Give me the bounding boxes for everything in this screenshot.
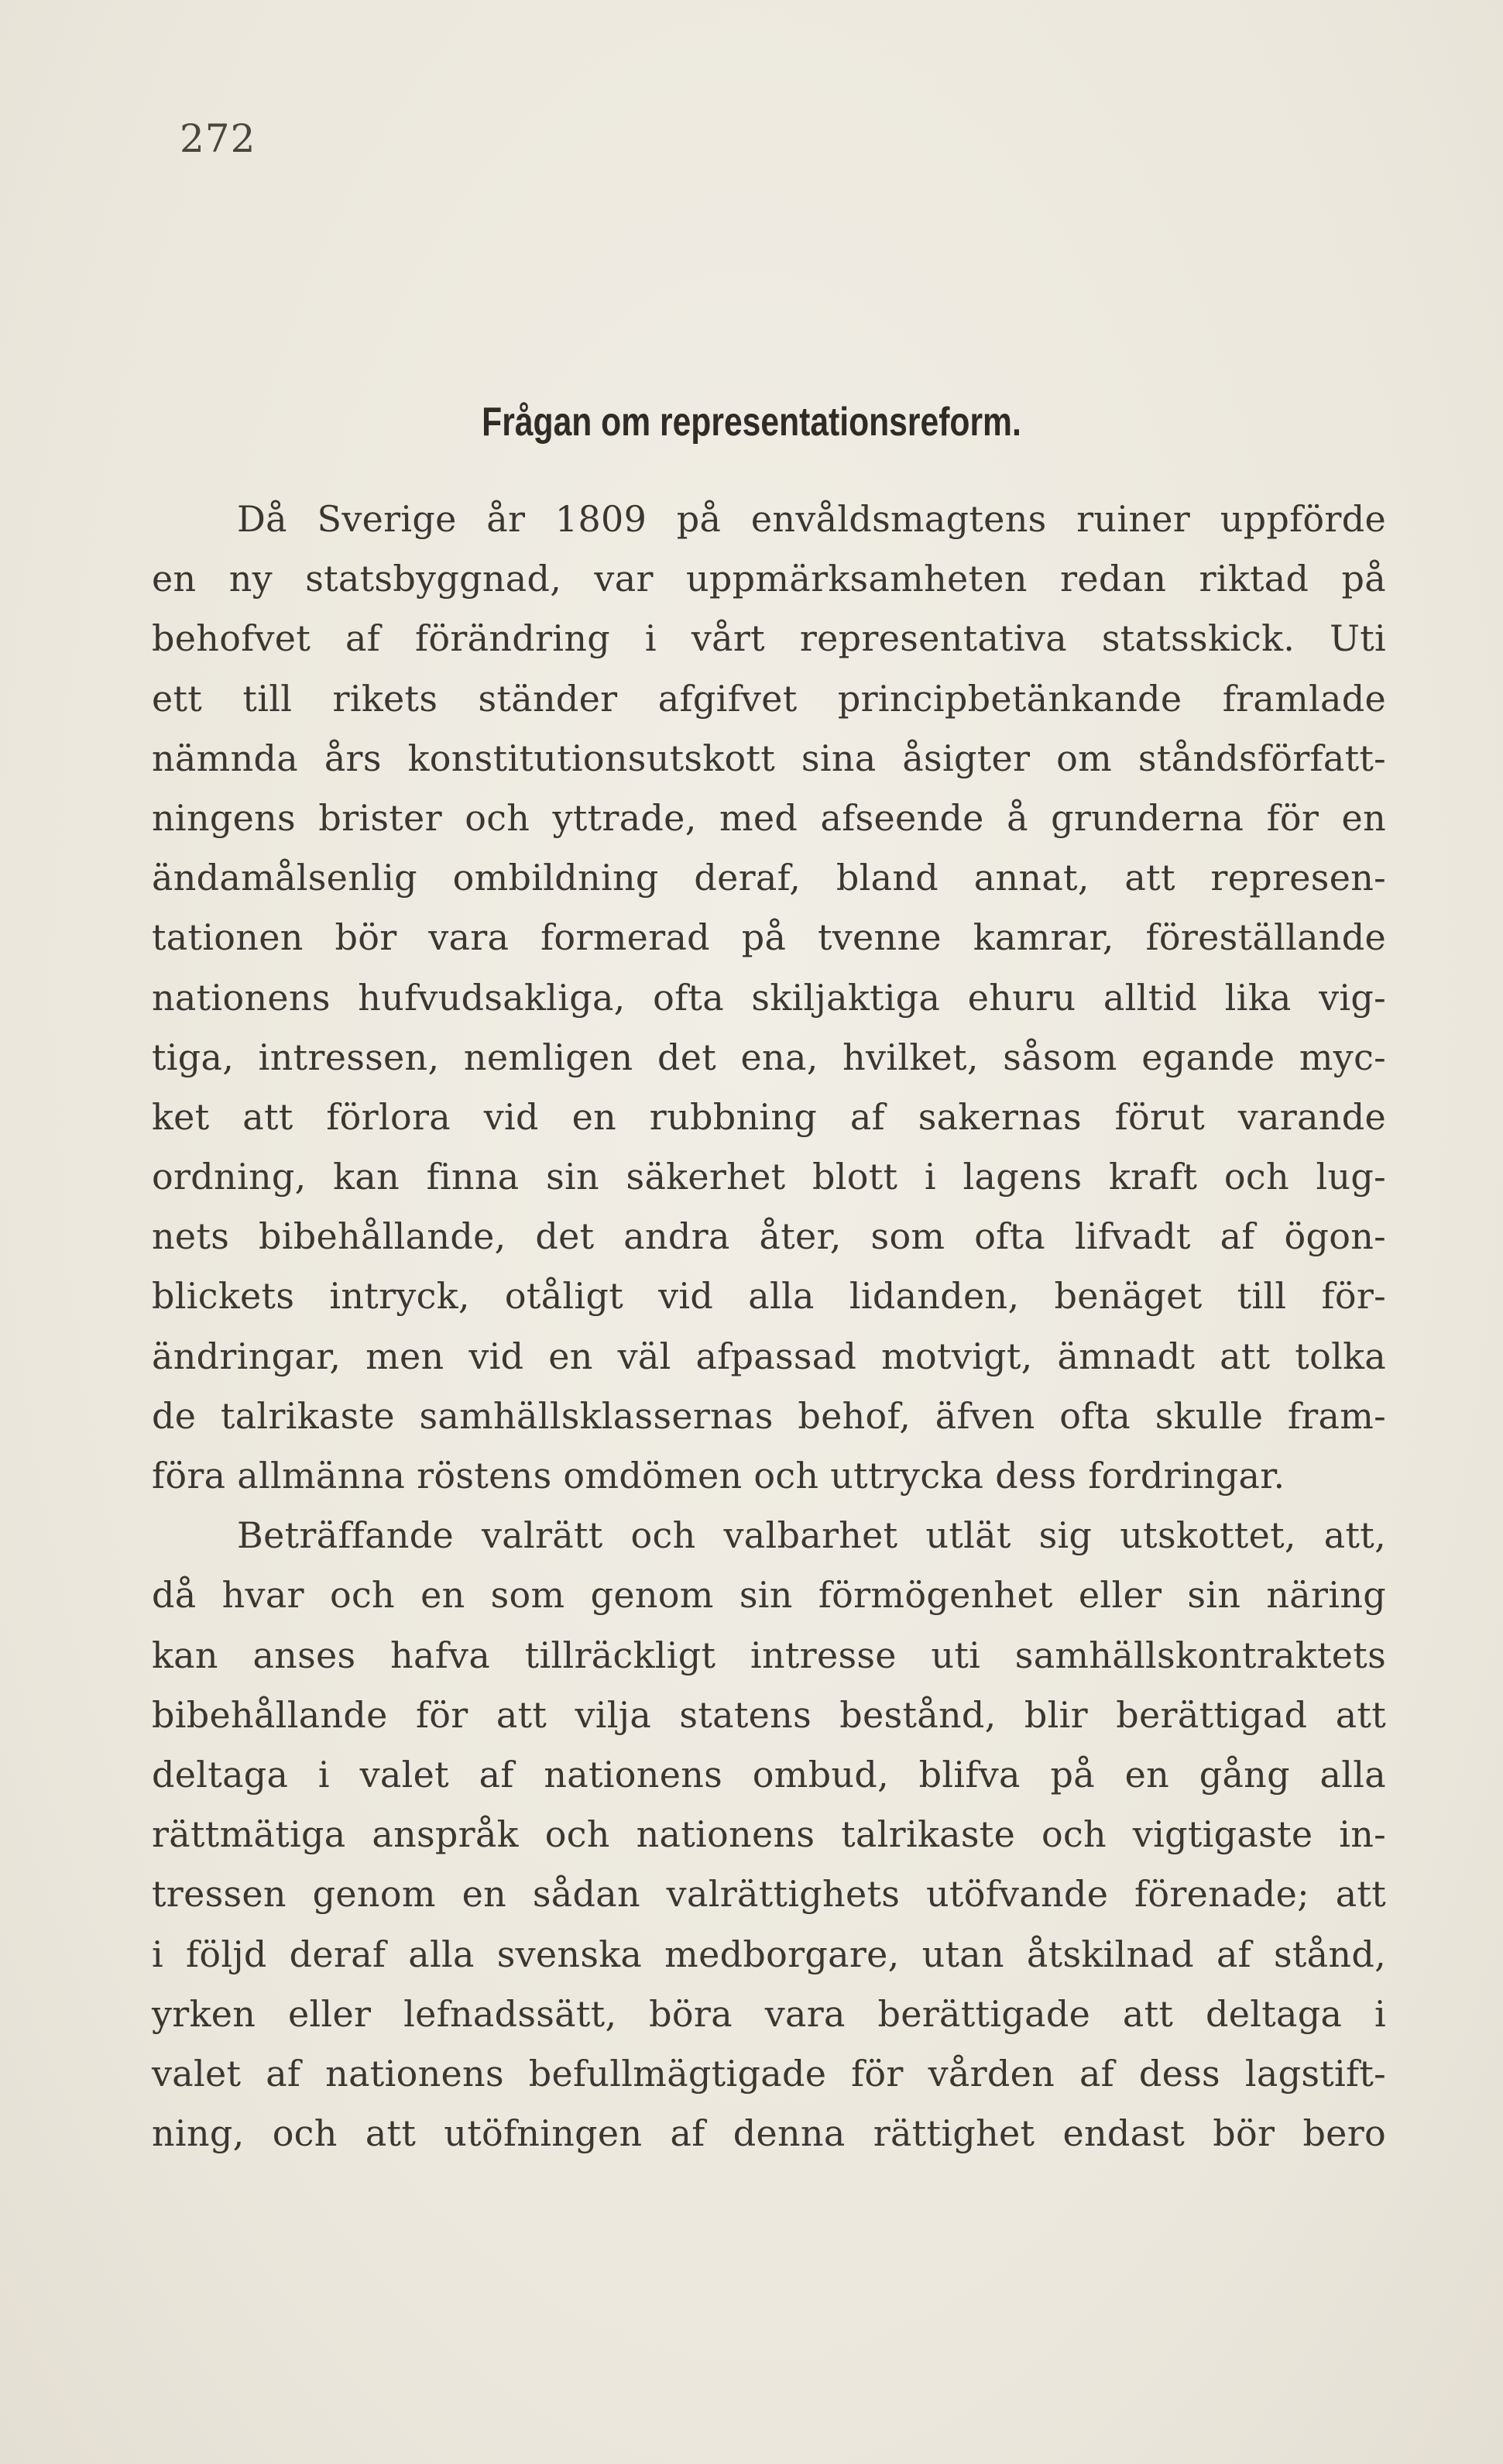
text-line: i följd deraf alla svenska medborgare, utan åtskilnad af stånd, [152, 1933, 1386, 1975]
text-line: då hvar och en som genom sin förmögenhet eller sin näring [152, 1574, 1386, 1617]
text-line: behofvet af förändring i vårt representativa statsskick. Uti [152, 617, 1386, 660]
text-line: de talrikaste samhällsklassernas behof, äfven ofta skulle fram- [152, 1394, 1386, 1437]
text-line: ningens brister och yttrade, med afseende å grunderna för en [152, 796, 1386, 839]
text-line: ändamålsenlig ombildning deraf, bland annat, att represen- [152, 857, 1386, 899]
text-line: Då Sverige år 1809 på envåldsmagtens ruiner uppförde [237, 498, 1386, 540]
text-line: nämnda års konstitutionsutskott sina åsigter om ståndsförfatt- [152, 737, 1386, 779]
text-line: Beträffande valrätt och valbarhet utlät sig utskottet, att, [237, 1514, 1386, 1557]
text-line: deltaga i valet af nationens ombud, blifva på en gång alla [152, 1753, 1386, 1796]
text-line: tationen bör vara formerad på tvenne kamrar, föreställande [152, 916, 1386, 959]
text-line: ning, och att utöfningen af denna rättighet endast bör bero [152, 2112, 1386, 2155]
text-line: rättmätiga anspråk och nationens talrikaste och vigtigaste in- [152, 1813, 1386, 1856]
text-line: yrken eller lefnadssätt, böra vara berättigade att deltaga i [152, 1992, 1386, 2035]
text-line: tiga, intressen, nemligen det ena, hvilket, såsom egande myc- [152, 1036, 1386, 1078]
page-number: 272 [180, 116, 256, 161]
text-line: blickets intryck, otåligt vid alla lidanden, benäget till för- [152, 1275, 1386, 1318]
text-line: ket att förlora vid en rubbning af sakernas förut varande [152, 1095, 1386, 1138]
text-line: ändringar, men vid en väl afpassad motvigt, ämnadt att tolka [152, 1335, 1386, 1377]
section-heading: Frågan om representationsreform. [482, 400, 1021, 445]
text-line: en ny statsbyggnad, var uppmärksamheten redan riktad på [152, 558, 1386, 600]
text-line: kan anses hafva tillräckligt intresse uti samhällskontraktets [152, 1634, 1386, 1676]
text-line: nets bibehållande, det andra åter, som ofta lifvadt af ögon- [152, 1215, 1386, 1258]
text-line: nationens hufvudsakliga, ofta skiljaktiga ehuru alltid lika vig- [152, 976, 1386, 1019]
text-line: ordning, kan finna sin säkerhet blott i lagens kraft och lug- [152, 1156, 1386, 1198]
text-line: bibehållande för att vilja statens bestånd, blir berättigad att [152, 1693, 1386, 1736]
text-line: föra allmänna röstens omdömen och uttrycka dess fordringar. [152, 1455, 1285, 1497]
text-line: valet af nationens befullmägtigade för vården af dess lagstift- [152, 2052, 1386, 2095]
text-line: ett till rikets ständer afgifvet principbetänkande framlade [152, 677, 1386, 720]
body-text [152, 490, 1386, 2163]
text-line: tressen genom en sådan valrättighets utöfvande förenade; att [152, 1873, 1386, 1916]
